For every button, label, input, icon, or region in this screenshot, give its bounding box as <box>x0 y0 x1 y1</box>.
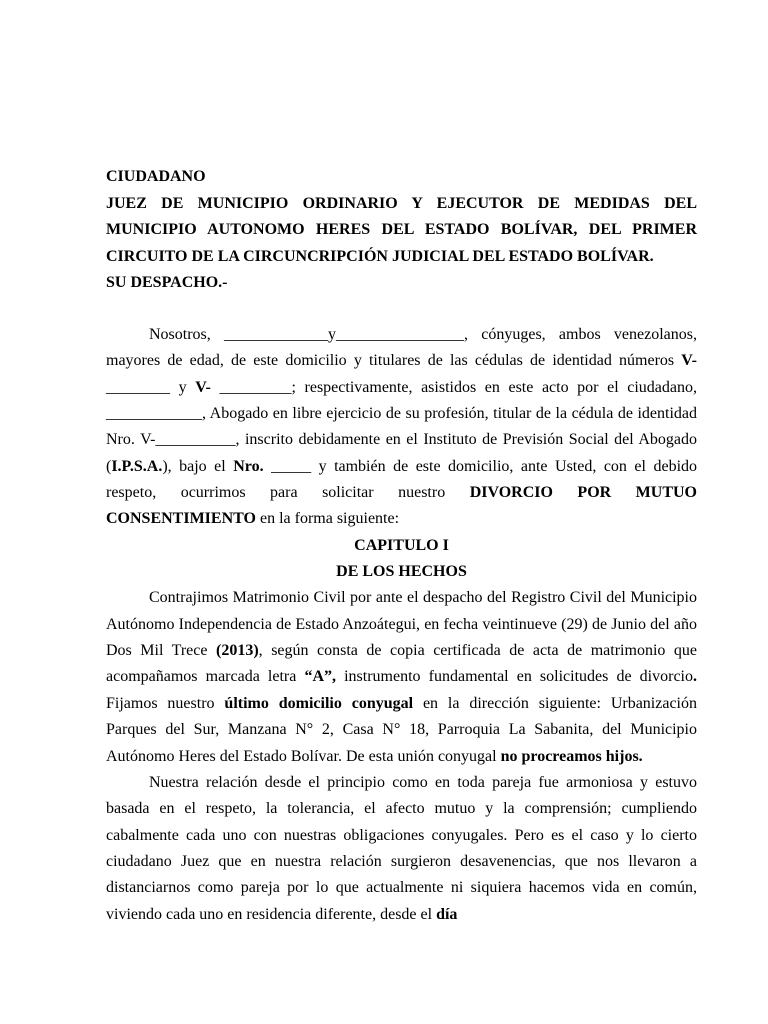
day-word: día <box>436 905 458 923</box>
nro-label: Nro. <box>233 457 264 475</box>
facts1-period: . <box>693 668 697 686</box>
intro-text-1: Nosotros, _____________y________________, cónyuges, ambos venezolanos, mayores de edad, de este domicilio y titulares de las cédulas de identidad números <box>106 326 697 370</box>
chapter-number: CAPITULO I <box>354 536 449 554</box>
id-label-1: V- <box>681 352 697 370</box>
addressee: CIUDADANO <box>106 168 206 185</box>
intro-text-6: en la forma siguiente: <box>255 510 400 528</box>
last-domicile: último domicilio conyugal <box>224 694 414 712</box>
letter-header <box>106 164 697 297</box>
facts1-text-4: Fijamos nuestro <box>106 694 225 712</box>
facts-paragraph-2 <box>106 770 697 928</box>
facts2-text-1: Nuestra relación desde el principio como en toda pareja fue armoniosa y estuvo basada en el respeto, la tolerancia, el afecto mutuo y la comprensión; cumpliendo cabalmente cada uno con nuestras obligaciones conyugales. Pero es el caso y lo cierto ciudadano Juez que en nuestra relación surgieron desavenencias, que nos llevaron a distanciarnos como pareja por lo que actualmente ni siquiera hacemos vida en común, viviendo cada uno en residencia diferente, desde el <box>106 773 697 923</box>
intro-text-2: ________ y <box>106 378 196 396</box>
intro-text-3: _________; respectivamente, asistidos en este acto por el ciudadano, ____________, Abogado en libre ejercicio de su profesión, titular de la cédula de identidad Nro. V-__________, inscrito debidamente en el Instituto de Previsión Social del Abogado ( <box>106 378 697 475</box>
facts1-text-5: en la dirección siguiente: Urbanización Parques del Sur, Manzana N° 2, Casa N° 18, Parroquia La Sabanita, del Municipio Autónomo Heres del Estado Bolívar. De esta unión conyugal <box>106 694 698 765</box>
facts1-text-1: Contrajimos Matrimonio Civil por ante el despacho del Registro Civil del Municipio Autónomo Independencia de Estado Anzoátegui, en fecha veintinueve (29) de Junio del año Dos Mil Trece <box>106 589 697 660</box>
intro-text-4: ), bajo el <box>162 457 234 475</box>
facts-paragraph-1 <box>106 585 697 769</box>
facts1-text-3: instrumento fundamental en solicitudes de divorcio <box>336 668 693 686</box>
no-children: no procreamos hijos. <box>500 747 643 765</box>
ipsa-abbrev: I.P.S.A. <box>111 457 163 475</box>
intro-text-5: _____ y también de este domicilio, ante Usted, con el debido respeto, ocurrimos para solicitar nuestro <box>106 457 698 502</box>
divorce-type: DIVORCIO POR MUTUO CONSENTIMIENTO <box>106 484 698 528</box>
chapter-title: DE LOS HECHOS <box>336 563 467 581</box>
facts1-text-2: , según consta de copia certificada de acta de matrimonio que acompañamos marcada letra <box>106 642 698 686</box>
exhibit-letter: “A”, <box>304 668 336 686</box>
intro-paragraph <box>106 322 697 533</box>
id-label-2: V- <box>195 378 211 396</box>
marriage-year: (2013) <box>216 642 259 660</box>
court-name: JUEZ DE MUNICIPIO ORDINARIO Y EJECUTOR DE MEDIDAS DEL MUNICIPIO AUTONOMO HERES DEL ESTADO BOLÍVAR, DEL PRIMER CIRCUITO DE LA CIRCUNCRIPCIÓN JUDICIAL DEL ESTADO BOLÍVAR. <box>106 194 697 265</box>
office-line: SU DESPACHO.- <box>106 274 228 291</box>
document-body <box>106 322 697 928</box>
